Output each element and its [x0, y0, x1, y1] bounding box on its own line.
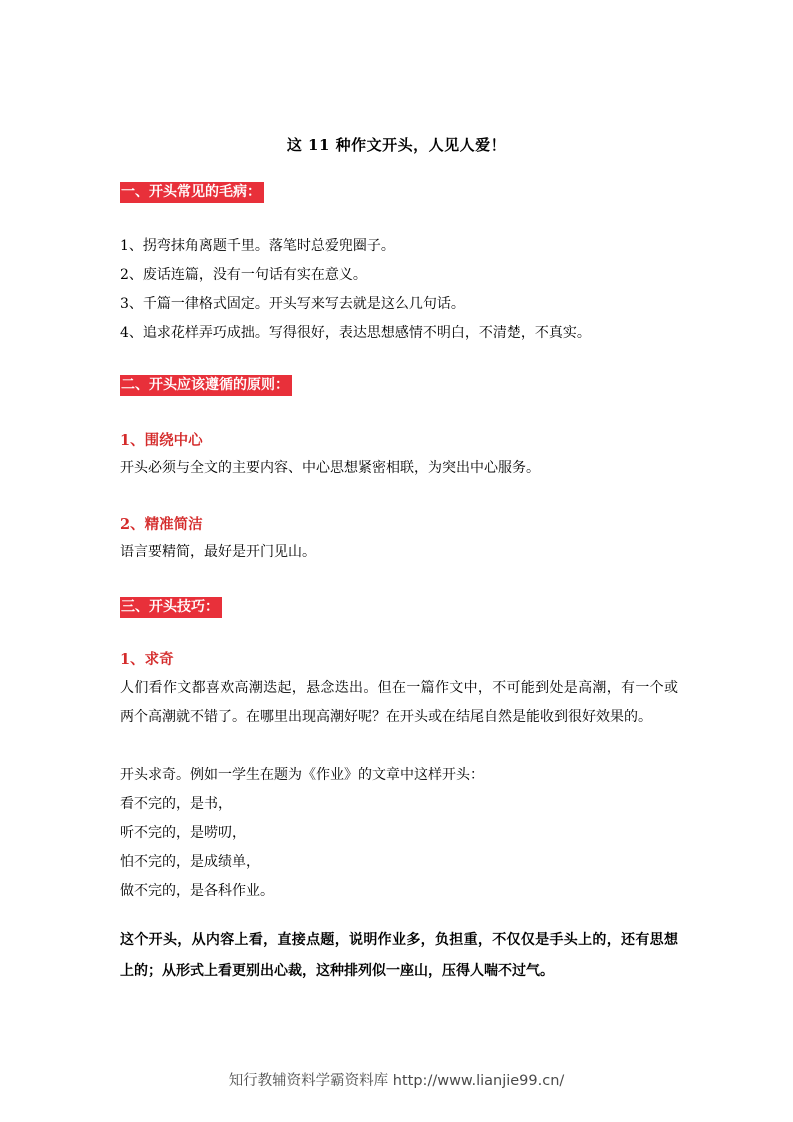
principle-title: 2、精准简洁 — [120, 516, 203, 533]
list-item: 4、追求花样弄巧成拙。写得很好，表达思想感情不明白，不清楚，不真实。 — [120, 325, 591, 341]
section-heading-principles: 二、开头应该遵循的原则： — [120, 375, 292, 396]
footer-watermark: 知行教辅资料学霸资料库 http://www.lianjie99.cn/ — [228, 1073, 565, 1089]
document-title: 这 11 种作文开头，人见人爱！ — [286, 136, 507, 154]
list-item: 3、千篇一律格式固定。开头写来写去就是这么几句话。 — [120, 296, 465, 312]
example-line: 开头求奇。例如一学生在题为《作业》的文章中这样开头： — [120, 767, 484, 783]
principle-text: 开头必须与全文的主要内容、中心思想紧密相联，为突出中心服务。 — [120, 460, 540, 476]
list-item: 1、拐弯抹角离题千里。落笔时总爱兜圈子。 — [120, 238, 395, 254]
example-line: 做不完的，是各科作业。 — [120, 883, 274, 899]
technique-title: 1、求奇 — [120, 651, 174, 668]
principle-text: 语言要精简，最好是开门见山。 — [120, 544, 316, 560]
example-line: 听不完的，是唠叨， — [120, 825, 246, 841]
problems-list — [120, 232, 680, 348]
technique-example-lines — [120, 761, 680, 906]
technique-paragraph: 人们看作文都喜欢高潮迭起，悬念迭出。但在一篇作文中，不可能到处是高潮，有一个或两个高潮就不错了。在哪里出现高潮好呢？在开头或在结尾自然是能收到很好效果的。 — [120, 680, 678, 725]
principle-title: 1、围绕中心 — [120, 432, 203, 449]
example-line: 怕不完的，是成绩单， — [120, 854, 260, 870]
technique-comment: 这个开头，从内容上看，直接点题，说明作业多，负担重，不仅仅是手头上的，还有思想上的；从形式上看更别出心裁，这种排列似一座山，压得人喘不过气。 — [120, 932, 678, 979]
example-line: 看不完的，是书， — [120, 796, 232, 812]
list-item: 2、废话连篇，没有一句话有实在意义。 — [120, 267, 367, 283]
section-heading-techniques: 三、开头技巧： — [120, 597, 222, 618]
section-heading-problems: 一、开头常见的毛病： — [120, 182, 264, 203]
